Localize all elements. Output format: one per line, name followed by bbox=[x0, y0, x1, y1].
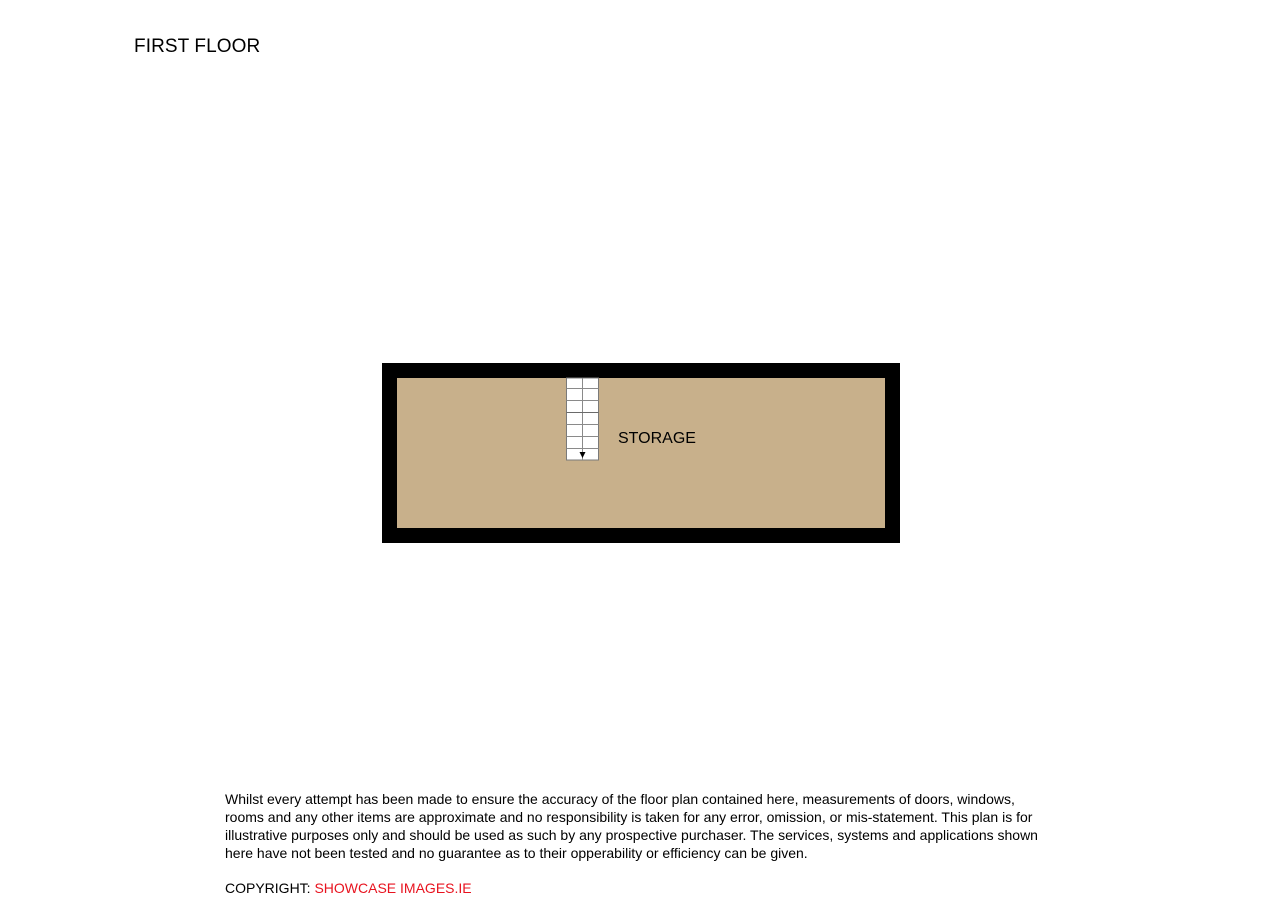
disclaimer-line: here have not been tested and no guarantee as to their opperability or efficiency can be given. bbox=[225, 845, 808, 861]
copyright-label: COPYRIGHT: bbox=[225, 880, 315, 896]
staircase bbox=[567, 378, 599, 460]
disclaimer bbox=[225, 790, 1055, 862]
disclaimer-line: illustrative purposes only and should be used as such by any prospective purchaser. The services, systems and applications shown bbox=[225, 827, 1038, 843]
floor-plan bbox=[382, 363, 900, 543]
room-label-storage: STORAGE bbox=[618, 430, 696, 447]
disclaimer-line: rooms and any other items are approximate and no responsibility is taken for any error, omission, or mis-statement. This plan is for bbox=[225, 809, 1033, 825]
storage-room-floor bbox=[397, 378, 885, 528]
disclaimer-line: Whilst every attempt has been made to ensure the accuracy of the floor plan contained here, measurements of doors, windows, bbox=[225, 791, 1015, 807]
copyright bbox=[225, 880, 472, 896]
copyright-brand: SHOWCASE IMAGES.IE bbox=[314, 880, 472, 896]
floor-title: FIRST FLOOR bbox=[134, 36, 261, 57]
